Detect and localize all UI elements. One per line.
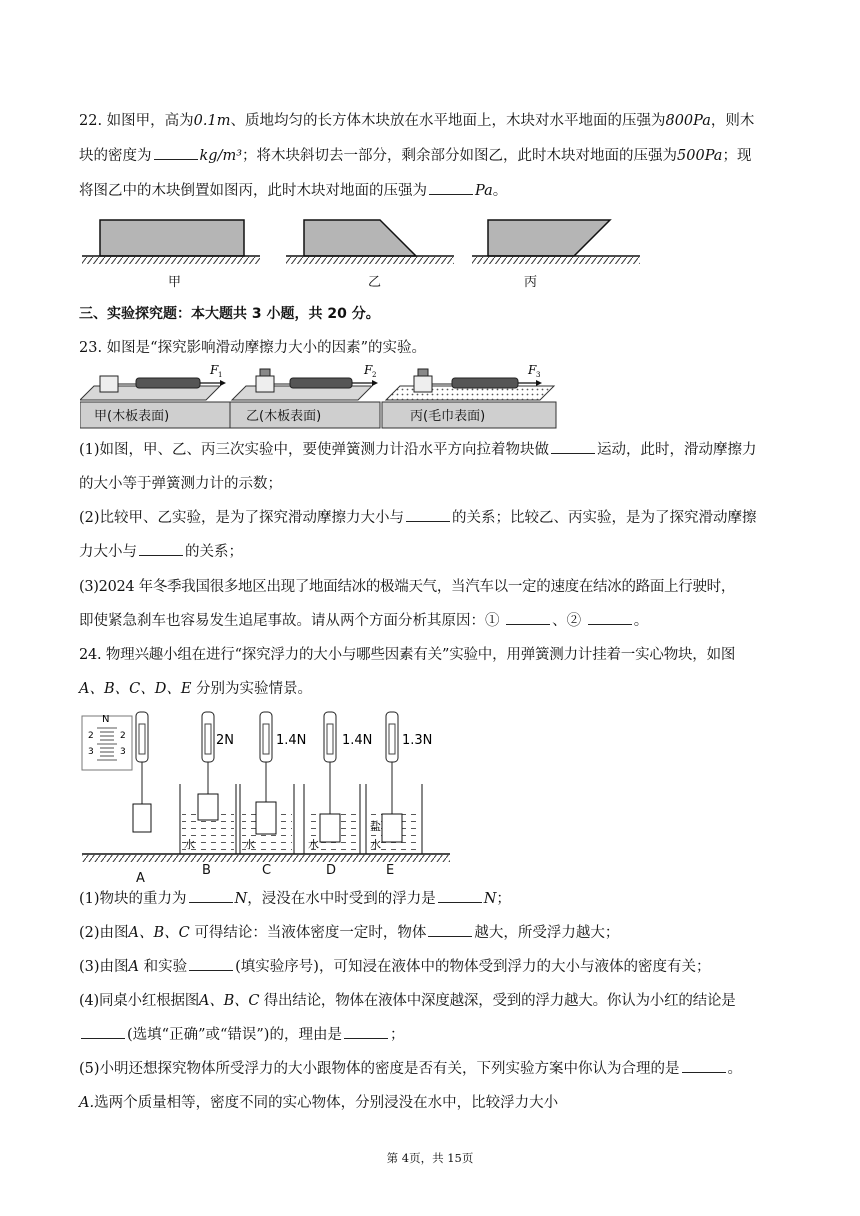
q24-letters: A、B、C、D、E [79,681,192,697]
q23-text: 、② [552,613,586,629]
answer-blank[interactable] [81,1026,125,1039]
q24-text: 得出结论，物体在液体中深度越深，受到的浮力越大。你认为小红的结论是 [259,993,736,1009]
water-label: 水 [370,838,381,851]
q24-text: ，浸没在水中时受到的浮力是 [247,891,436,907]
scale-slot [327,724,333,754]
q22-text: 将图乙中的木块倒置如图丙，此时木块对地面的压强为 [79,183,427,199]
arrow-head [372,380,378,386]
q22-line-2 [79,147,785,165]
q24-unit: N [234,891,248,907]
force-label: F [210,363,219,377]
reading-d: 1.4N [342,733,373,748]
ground-hatch [82,257,260,264]
scale-num: 2 [88,731,94,741]
q24-text: 和实验 [139,959,188,975]
q22-text: ；现 [722,148,752,164]
q24-intro-2 [79,680,785,698]
q24-text: (选填“正确”或“错误”)的，理由是 [127,1027,342,1043]
answer-blank[interactable] [682,1060,726,1073]
label-e: E [386,863,395,878]
scale-slot [139,724,145,754]
object-a [133,804,151,832]
q22-text: 、质地均匀的长方体木块放在水平地面上，木块对水平地面的压强为 [230,113,666,129]
q23-text: (1)如图，甲、乙、丙三次实验中，要使弹簧测力计沿水平方向拉着物块做 [79,442,550,458]
answer-blank[interactable] [189,890,233,903]
force-sub: 2 [372,371,377,379]
q24-text: (1)物块的重力为 [79,891,187,907]
q24-text: 分别为实验情景。 [191,681,313,697]
answer-blank[interactable] [429,182,473,195]
q24-letters: A [128,959,140,975]
label-d: D [326,863,337,878]
spring-scale [290,378,352,388]
q24-s2 [79,924,785,942]
scale-num: 3 [88,747,94,757]
label-jia: 甲(木板表面) [94,409,170,424]
ground-hatch [472,257,640,264]
q23-text: 。 [633,613,649,629]
q24-text: (填实验序号)，可知浸在液体中的物体受到浮力的大小与液体的密度有关； [235,959,711,975]
q22-unit: Pa [475,183,493,199]
q24-text: (5)小明还想探究物体所受浮力的大小跟物体的密度是否有关，下列实验方案中你认为合理的是 [79,1061,680,1077]
q23-text: (2)比较甲、乙实验，是为了探究滑动摩擦力大小与 [79,510,405,526]
weight [260,369,270,376]
scale-num: 2 [120,731,126,741]
block-yi [256,376,274,392]
force-sub: 3 [536,371,541,379]
option-text: 选两个质量相等，密度不同的实心物体，分别浸没在水中，比较浮力大小 [94,1095,559,1111]
block-yi [304,220,416,256]
q22-unit: kg/m³ [199,148,243,164]
block-bing [488,220,610,256]
block-bing [414,376,432,392]
spring-scale [136,378,200,388]
q23-text: 力大小与 [79,544,137,560]
q22-text: 22. 如图甲，高为 [79,113,194,129]
q24-letters: A、B、C [128,925,190,941]
spring-scale [452,378,518,388]
q22-text: ，则木 [710,113,755,129]
answer-blank[interactable] [139,543,183,556]
q24-option-a [79,1094,785,1112]
answer-blank[interactable] [438,890,482,903]
force-label: F [528,363,537,377]
label-bing: 丙(毛巾表面) [410,409,486,424]
label-bing: 丙 [524,275,538,290]
answer-blank[interactable] [428,924,472,937]
q24-text: 可得结论：当液体密度一定时，物体 [189,925,427,941]
scale-slot [205,724,211,754]
reading-c: 1.4N [276,733,307,748]
reading-e: 1.3N [402,733,433,748]
q24-letters: A、B、C [199,993,260,1009]
label-c: C [262,863,272,878]
force-sub: 1 [218,371,223,379]
q24-text: (4)同桌小红根据图 [79,993,200,1009]
object-e [382,814,402,842]
salt-label: 盐 [370,820,381,833]
q23-figure [80,362,560,432]
q23-s1-line2: 的大小等于弹簧测力计的示数； [79,476,282,492]
scale-slot [263,724,269,754]
q23-text: 的关系；比较乙、丙实验，是为了探究滑动摩擦 [452,510,757,526]
q24-s1 [79,890,785,908]
scale-unit: N [102,714,110,725]
q23-s3-line1: (3)2024 年冬季我国很多地区出现了地面结冰的极端天气，当汽车以一定的速度在结冰的路面上行驶时， [79,579,736,595]
water-label: 水 [308,838,319,851]
ground-hatch [82,855,450,862]
object-d [320,814,340,842]
water-label: 水 [244,838,255,851]
label-jia: 甲 [168,275,182,290]
water-label: 水 [184,838,195,851]
q24-text: ； [496,891,511,907]
q22-height: 0.1m [193,113,231,129]
ground-hatch [286,257,454,264]
q24-text: 。 [727,1061,743,1077]
q23-s2-line1 [79,509,785,527]
q24-text: (3)由图 [79,959,129,975]
object-c [256,802,276,834]
q22-line-3 [79,182,785,200]
label-yi: 乙(木板表面) [246,409,322,424]
scale-ticks [97,728,117,760]
q24-text: ； [389,1027,405,1043]
q24-text: (2)由图 [79,925,129,941]
q24-s4-line2 [79,1026,785,1044]
weight [418,369,428,376]
q22-figure [80,210,720,295]
answer-blank[interactable] [189,958,233,971]
q22-pressure-1: 800Pa [665,113,711,129]
page-footer: 第 4页，共 15页 [386,1151,474,1165]
q23-s2-line2 [79,543,785,561]
label-b: B [202,863,211,878]
q23-text: 运动，此时，滑动摩擦力 [597,442,757,458]
answer-blank[interactable] [406,509,450,522]
q24-intro-1: 24. 物理兴趣小组在进行“探究浮力的大小与哪些因素有关”实验中，用弹簧测力计挂着一实心物块，如图 [79,647,736,663]
q23-s3-line2 [79,612,785,630]
answer-blank[interactable] [344,1026,388,1039]
scale-slot [389,724,395,754]
force-label: F [364,363,373,377]
block-jia [100,376,118,392]
label-a: A [136,871,145,886]
q24-figure [80,706,460,886]
q22-text: ；将木块斜切去一部分，剩余部分如图乙，此时木块对地面的压强为 [242,148,678,164]
q24-s4-line1 [79,992,785,1010]
answer-blank[interactable] [154,147,198,160]
option-letter: A. [79,1095,95,1111]
section-heading: 三、实验探究题：本大题共 3 小题，共 20 分。 [79,306,380,322]
object-b [198,794,218,820]
q22-text: 块的密度为 [79,148,152,164]
q22-text: 。 [492,183,508,199]
scale-num: 3 [120,747,126,757]
arrow-head [220,380,226,386]
answer-blank[interactable] [588,612,632,625]
block-jia [100,220,244,256]
answer-blank[interactable] [506,612,550,625]
q22-line-1 [79,112,785,130]
reading-b: 2N [216,733,234,748]
q22-pressure-2: 500Pa [677,148,723,164]
q24-s3 [79,958,785,976]
arrow-head [536,380,542,386]
q23-text: 即使紧急刹车也容易发生追尾事故。请从两个方面分析其原因：① [79,613,505,629]
answer-blank[interactable] [551,441,595,454]
q24-text: 越大，所受浮力越大； [474,925,620,941]
label-yi: 乙 [368,275,382,290]
q23-intro: 23. 如图是“探究影响滑动摩擦力大小的因素”的实验。 [79,340,426,356]
q23-text: 的关系； [185,544,243,560]
q24-unit: N [483,891,497,907]
q23-s1-line1 [79,441,785,459]
q24-s5 [79,1060,785,1078]
